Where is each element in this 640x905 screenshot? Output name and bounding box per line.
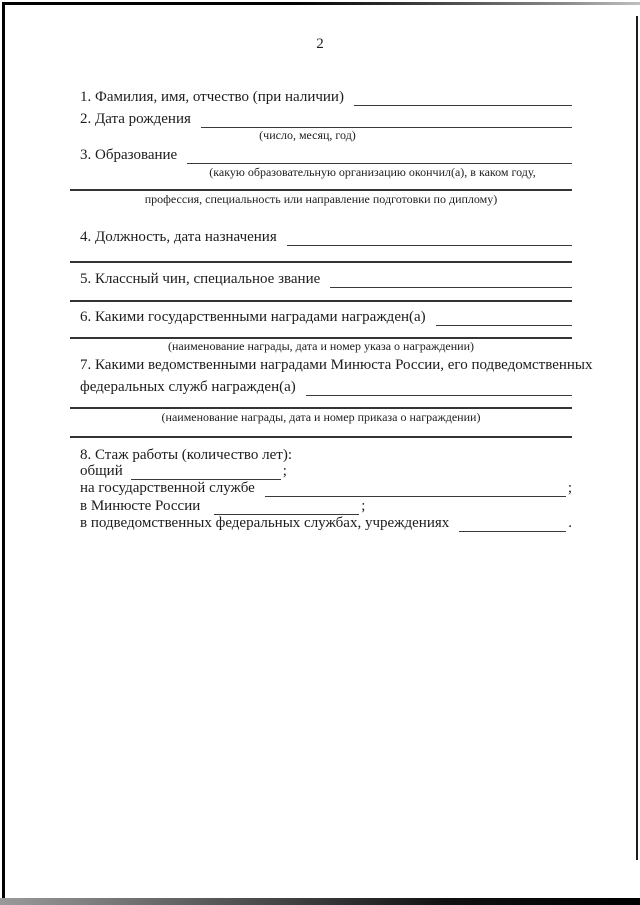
field-6-row bbox=[80, 308, 572, 326]
field-6-blank-line bbox=[436, 324, 572, 326]
field-7-label-line2: федеральных служб награжден(а) bbox=[80, 379, 296, 395]
field-3-caption-top: (какую образовательную организацию окончил(а), в каком году, bbox=[209, 165, 536, 179]
field-8-state-row bbox=[80, 480, 572, 497]
field-5-label: 5. Классный чин, специальное звание bbox=[80, 271, 321, 287]
field-8-label: 8. Стаж работы (количество лет): bbox=[80, 447, 293, 463]
field-7-row-line1 bbox=[80, 356, 593, 374]
scan-border-top bbox=[2, 2, 640, 5]
field-2-label: 2. Дата рождения bbox=[80, 111, 191, 127]
field-8-subordinate-suffix: . bbox=[568, 515, 572, 531]
field-8-total-row bbox=[80, 463, 572, 480]
field-5-row bbox=[80, 270, 572, 288]
field-8-state-suffix: ; bbox=[567, 480, 572, 496]
field-8-total-label: общий bbox=[80, 463, 123, 479]
field-3-ruled-line bbox=[70, 189, 572, 191]
field-3-caption-bottom: профессия, специальность или направление подготовки по диплому) bbox=[144, 192, 498, 206]
field-1-row bbox=[80, 88, 572, 106]
field-3-blank-line bbox=[187, 162, 572, 164]
field-8-row bbox=[80, 446, 572, 464]
scan-border-bottom bbox=[0, 898, 640, 905]
field-7-label-line1: 7. Какими ведомственными наградами Минюста России, его подведомственных bbox=[80, 357, 593, 373]
scan-border-left bbox=[2, 2, 5, 905]
field-7-blank-line bbox=[306, 394, 572, 396]
field-4-blank-line bbox=[287, 244, 572, 246]
field-8-subordinate-blank-line bbox=[459, 530, 566, 532]
field-8-minjust-suffix: ; bbox=[361, 498, 366, 514]
field-8-subordinate-label: в подведомственных федеральных службах, учреждениях bbox=[80, 515, 450, 531]
field-3-label: 3. Образование bbox=[80, 147, 178, 163]
field-7-caption: (наименование награды, дата и номер приказа о награждении) bbox=[161, 410, 481, 424]
field-4-ruled-line bbox=[70, 261, 572, 263]
field-2-caption: (число, месяц, год) bbox=[259, 128, 356, 142]
field-2-blank-line bbox=[201, 126, 572, 128]
field-4-row bbox=[80, 228, 572, 246]
scan-border-right bbox=[636, 16, 638, 860]
field-5-blank-line bbox=[330, 286, 572, 288]
field-7-ruled-line-2 bbox=[70, 436, 572, 438]
field-7-ruled-line bbox=[70, 407, 572, 409]
field-8-total-suffix: ; bbox=[282, 463, 287, 479]
field-2-row bbox=[80, 110, 572, 128]
field-6-label: 6. Какими государственными наградами награжден(а) bbox=[80, 309, 426, 325]
field-8-state-label: на государственной службе bbox=[80, 480, 255, 496]
field-4-label: 4. Должность, дата назначения bbox=[80, 229, 277, 245]
field-7-row-line2 bbox=[80, 378, 572, 396]
field-8-state-blank-line bbox=[265, 495, 566, 497]
field-8-minjust-row bbox=[80, 498, 572, 515]
page-number: 2 bbox=[316, 36, 324, 52]
field-5-ruled-line bbox=[70, 300, 572, 302]
field-3-row bbox=[80, 146, 572, 164]
field-8-minjust-label: в Минюсте России bbox=[80, 498, 201, 514]
field-1-blank-line bbox=[354, 104, 572, 106]
field-1-label: 1. Фамилия, имя, отчество (при наличии) bbox=[80, 89, 344, 105]
field-8-subordinate-row bbox=[80, 515, 572, 532]
field-6-caption: (наименование награды, дата и номер указа о награждении) bbox=[167, 339, 475, 353]
